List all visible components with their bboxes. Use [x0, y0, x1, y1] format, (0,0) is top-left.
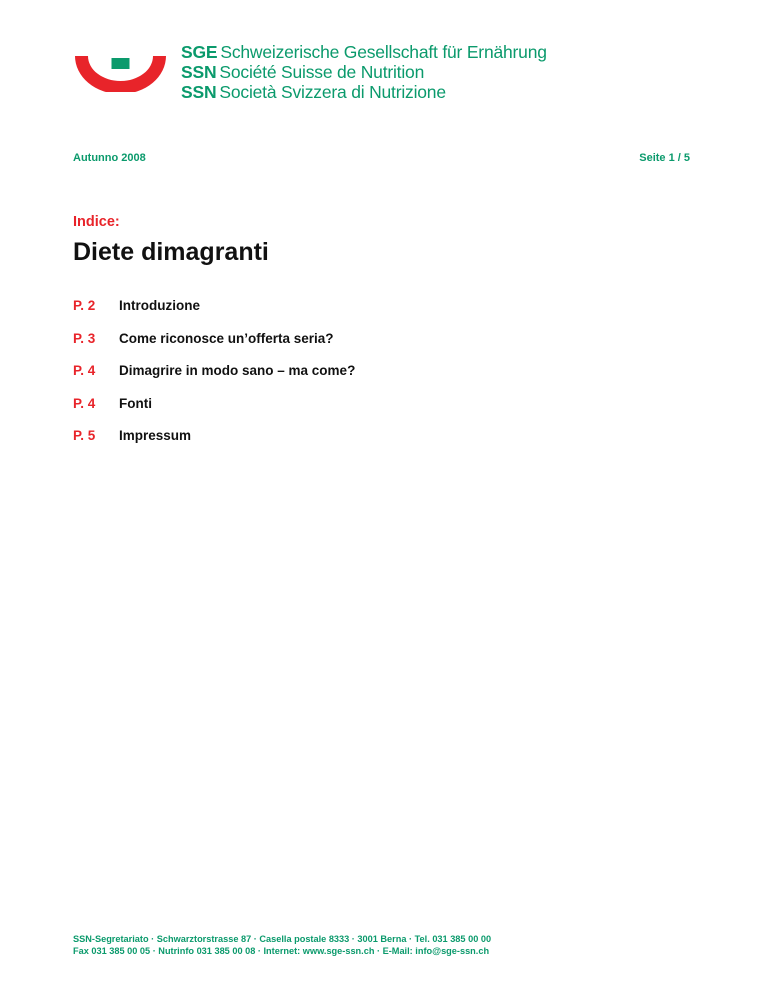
toc-item[interactable]	[73, 363, 355, 396]
page-number: Seite 1 / 5	[639, 152, 690, 164]
logo-line-ssn-fr: SSN Société Suisse de Nutrition	[181, 62, 425, 82]
toc-label: Come riconosce un’offerta seria?	[119, 330, 334, 346]
index-label: Indice:	[73, 214, 120, 230]
page-title: Diete dimagranti	[73, 238, 269, 266]
logo-line-ssn-it: SSN Società Svizzera di Nutrizione	[181, 82, 446, 102]
toc-item[interactable]	[73, 331, 355, 364]
footer-address: SSN-Segretariato · Schwarztorstrasse 87 · Casella postale 8333 · 3001 Berna · Tel. 031 385 00 00	[73, 934, 492, 944]
footer	[73, 934, 491, 957]
toc-page: P. 3	[73, 330, 96, 346]
toc-item[interactable]	[73, 396, 355, 429]
logo-line-sge: SGE Schweizerische Gesellschaft für Ernährung	[181, 42, 547, 62]
toc-label: Fonti	[119, 395, 152, 411]
edition-date: Autunno 2008	[73, 152, 146, 164]
footer-contacts: Fax 031 385 00 05 · Nutrinfo 031 385 00 08 · Internet: www.sge-ssn.ch · E-Mail: info@sge-ssn.ch	[73, 945, 490, 956]
toc-item[interactable]	[73, 428, 355, 461]
logo-mark	[73, 46, 168, 92]
table-of-contents	[73, 298, 355, 461]
toc-label: Impressum	[119, 428, 192, 443]
toc-page: P. 4	[73, 395, 96, 411]
toc-page: P. 5	[73, 428, 96, 443]
toc-page: P. 2	[73, 298, 96, 313]
logo-text	[181, 42, 547, 102]
toc-label: Dimagrire in modo sano – ma come?	[119, 363, 356, 378]
toc-item[interactable]	[73, 298, 355, 331]
toc-page: P. 4	[73, 363, 96, 378]
toc-label: Introduzione	[119, 298, 200, 313]
